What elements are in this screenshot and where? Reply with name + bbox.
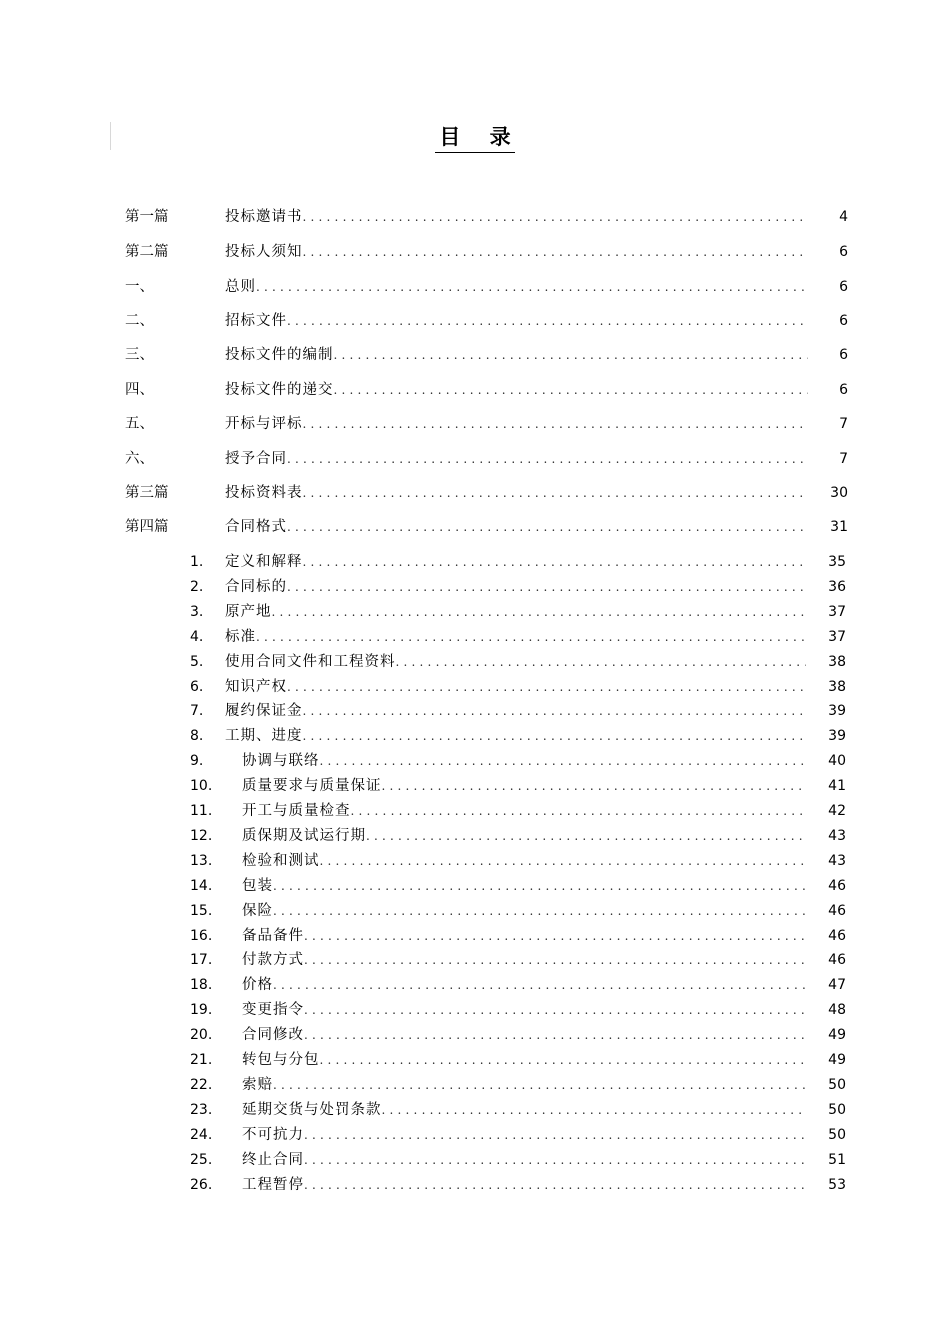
toc-entry-label: 检验和测试 (242, 852, 320, 869)
toc-entry[interactable] (0, 241, 848, 263)
toc-entry-page: 40 (828, 753, 846, 770)
dot-leader (304, 925, 806, 947)
dot-leader (303, 551, 807, 573)
toc-entry-number: 第一篇 (125, 209, 169, 225)
toc-entry-page: 6 (839, 347, 848, 363)
toc-entry-number: 7. (190, 703, 204, 720)
toc-entry-text (225, 482, 808, 504)
toc-entry[interactable] (0, 1074, 846, 1096)
toc-entry-label: 履约保证金 (225, 703, 303, 720)
dot-leader (334, 344, 809, 366)
toc-entry-text (225, 344, 808, 366)
toc-entry-number: 18. (190, 977, 213, 994)
toc-entry[interactable] (0, 1024, 846, 1046)
toc-entry-label: 合同格式 (225, 519, 287, 535)
toc-entry-number: 2. (190, 578, 204, 595)
dot-leader (351, 800, 807, 822)
toc-entry[interactable] (0, 576, 846, 598)
toc-entry-text (242, 974, 806, 996)
toc-entry[interactable] (0, 413, 848, 435)
toc-entry-label: 不可抗力 (242, 1126, 304, 1143)
toc-entry[interactable] (0, 626, 846, 648)
toc-entry-label: 付款方式 (242, 952, 304, 969)
toc-entry-text (242, 800, 806, 822)
toc-entry-label: 索赔 (242, 1076, 273, 1093)
toc-entry-label: 转包与分包 (242, 1052, 320, 1068)
toc-entry-text (225, 576, 806, 598)
toc-entry-text (225, 626, 806, 648)
toc-entry-page: 36 (828, 578, 846, 595)
toc-entry-label: 使用合同文件和工程资料 (225, 653, 396, 670)
toc-entry[interactable] (0, 1099, 846, 1121)
toc-entry-page: 53 (828, 1176, 846, 1193)
toc-entry-page: 6 (839, 382, 848, 398)
dot-leader (256, 626, 806, 648)
toc-entry-number: 15. (190, 902, 213, 919)
dot-leader (303, 413, 809, 435)
toc-entry-text (242, 875, 806, 897)
toc-entry-label: 知识产权 (225, 678, 287, 695)
toc-entry-text (242, 1174, 806, 1196)
toc-entry[interactable] (0, 775, 846, 797)
toc-entry-label: 原产地 (225, 603, 272, 620)
toc-entry-label: 延期交货与处罚条款 (242, 1101, 382, 1118)
toc-entry-text (242, 1124, 806, 1146)
dot-leader (303, 725, 807, 747)
toc-entry[interactable] (0, 1049, 846, 1071)
dot-leader (272, 601, 807, 623)
toc-entry-text (225, 676, 806, 698)
toc-entry[interactable] (0, 651, 846, 673)
dot-leader (256, 276, 808, 298)
toc-entry-page: 41 (828, 778, 846, 795)
toc-entry-label: 工期、进度 (225, 728, 303, 745)
toc-entry-page: 6 (839, 313, 848, 329)
dot-leader (273, 1074, 806, 1096)
dot-leader (320, 750, 807, 772)
toc-entry-page: 38 (828, 653, 846, 670)
toc-entry-page: 4 (839, 209, 848, 225)
toc-entry-number: 24. (190, 1126, 213, 1143)
toc-entry[interactable] (0, 999, 846, 1021)
toc-entry-text (225, 241, 808, 263)
toc-entry-number: 3. (190, 603, 204, 620)
toc-entry-number: 1. (190, 554, 204, 570)
toc-entry-page: 49 (828, 1052, 846, 1068)
toc-entry-label: 授予合同 (225, 451, 287, 467)
toc-entry[interactable] (0, 448, 848, 470)
toc-entry[interactable] (0, 750, 846, 772)
dot-leader (303, 206, 809, 228)
toc-entry[interactable] (0, 676, 846, 698)
toc-entry[interactable] (0, 516, 848, 538)
toc-entry-page: 35 (828, 554, 846, 570)
toc-entry-number: 16. (190, 927, 213, 944)
toc-entry-text (225, 206, 808, 228)
toc-entry-page: 7 (839, 451, 848, 467)
toc-entry-label: 开标与评标 (225, 416, 303, 432)
dot-leader (273, 974, 806, 996)
toc-entry-label: 合同修改 (242, 1027, 304, 1044)
dot-leader (396, 651, 807, 673)
toc-entry-page: 49 (828, 1027, 846, 1044)
toc-entry[interactable] (0, 344, 848, 366)
toc-entry-text (242, 999, 806, 1021)
toc-entry-page: 43 (828, 852, 846, 869)
toc-entry-label: 协调与联络 (242, 753, 320, 770)
toc-entry-text (242, 850, 806, 872)
toc-entry-page: 38 (828, 678, 846, 695)
dot-leader (382, 775, 807, 797)
toc-entry-number: 5. (190, 653, 204, 670)
dot-leader (304, 949, 806, 971)
toc-entry-text (225, 725, 806, 747)
toc-entry[interactable] (0, 1149, 846, 1171)
dot-leader (382, 1099, 807, 1121)
toc-entry-text (225, 601, 806, 623)
toc-entry-page: 42 (828, 803, 846, 819)
toc-entry-text (242, 925, 806, 947)
toc-entry-page: 43 (828, 827, 846, 844)
toc-entry-label: 投标文件的递交 (225, 382, 334, 398)
toc-entry-text (242, 775, 806, 797)
toc-entry-label: 合同标的 (225, 578, 287, 595)
dot-leader (304, 999, 806, 1021)
toc-entry-number: 23. (190, 1101, 213, 1118)
toc-entry[interactable] (0, 1174, 846, 1196)
toc-entry-text (242, 1049, 806, 1071)
dot-leader (304, 1024, 806, 1046)
toc-entry-text (225, 551, 806, 573)
toc-entry-label: 工程暂停 (242, 1176, 304, 1193)
toc-entry-number: 13. (190, 852, 213, 869)
toc-entry-number: 第二篇 (125, 244, 169, 260)
toc-entry-page: 51 (828, 1151, 846, 1168)
toc-entry-page: 46 (828, 877, 846, 894)
toc-entry[interactable] (0, 900, 846, 922)
toc-entry[interactable] (0, 276, 848, 298)
dot-leader (287, 448, 808, 470)
toc-entry-page: 50 (828, 1101, 846, 1118)
toc-entry-number: 17. (190, 952, 213, 969)
dot-leader (287, 310, 808, 332)
toc-entry-page: 6 (839, 279, 848, 295)
toc-entry-label: 标准 (225, 628, 256, 645)
toc-entry[interactable] (0, 379, 848, 401)
toc-entry-label: 投标资料表 (225, 485, 303, 501)
dot-leader (304, 1124, 806, 1146)
toc-entry-text (225, 379, 808, 401)
toc-entry-page: 6 (839, 244, 848, 260)
toc-entry[interactable] (0, 601, 846, 623)
toc-entry-label: 总则 (225, 279, 256, 295)
toc-entry-number: 26. (190, 1176, 213, 1193)
toc-entry-number: 22. (190, 1076, 213, 1093)
toc-entry-label: 包装 (242, 877, 273, 894)
toc-entry-page: 50 (828, 1126, 846, 1143)
toc-entry-label: 质量要求与质量保证 (242, 778, 382, 795)
dot-leader (303, 482, 809, 504)
toc-entry-text (225, 651, 806, 673)
toc-entry-page: 39 (828, 728, 846, 745)
toc-entry[interactable] (0, 800, 846, 822)
dot-leader (304, 1149, 806, 1171)
dot-leader (334, 379, 809, 401)
toc-entry-number: 六、 (125, 451, 154, 467)
toc-entry[interactable] (0, 875, 846, 897)
toc-entry-page: 37 (828, 628, 846, 645)
toc-entry-text (225, 448, 808, 470)
toc-entry-number: 4. (190, 628, 204, 645)
toc-entry-number: 四、 (125, 382, 154, 398)
toc-entry-label: 开工与质量检查 (242, 803, 351, 819)
dot-leader (273, 900, 806, 922)
toc-entry-page: 37 (828, 603, 846, 620)
toc-entry-text (242, 900, 806, 922)
toc-entry-number: 12. (190, 827, 213, 844)
toc-entry-page: 30 (830, 485, 848, 501)
toc-entry-label: 变更指令 (242, 1002, 304, 1019)
toc-entry-label: 投标邀请书 (225, 209, 303, 225)
toc-entry-number: 25. (190, 1151, 213, 1168)
toc-entry[interactable] (0, 551, 846, 573)
toc-entry[interactable] (0, 825, 846, 847)
toc-entry-text (225, 310, 808, 332)
toc-entry-page: 47 (828, 977, 846, 994)
toc-entry-number: 6. (190, 678, 204, 695)
dot-leader (273, 875, 806, 897)
toc-entry-page: 39 (828, 703, 846, 720)
dot-leader (366, 825, 806, 847)
toc-entry-text (242, 1149, 806, 1171)
toc-entry-page: 50 (828, 1076, 846, 1093)
toc-entry[interactable] (0, 310, 848, 332)
toc-entry-page: 48 (828, 1002, 846, 1019)
dot-leader (320, 1049, 807, 1071)
toc-entry-text (242, 1074, 806, 1096)
toc-entry-number: 19. (190, 1002, 213, 1019)
toc-entry-number: 11. (190, 803, 213, 819)
toc-entry-number: 9. (190, 753, 204, 770)
toc-entry-page: 46 (828, 927, 846, 944)
toc-entry-number: 一、 (125, 279, 154, 295)
toc-entry-text (242, 1099, 806, 1121)
toc-entry[interactable] (0, 206, 848, 228)
toc-entry-number: 五、 (125, 416, 154, 432)
toc-entry-number: 8. (190, 728, 204, 745)
toc-entry-number: 20. (190, 1027, 213, 1044)
toc-title-text: 目 录 (435, 124, 514, 153)
dot-leader (287, 676, 806, 698)
toc-entry-text (242, 750, 806, 772)
toc-entry-label: 保险 (242, 902, 273, 919)
toc-entry-label: 终止合同 (242, 1151, 304, 1168)
toc-entry[interactable] (0, 1124, 846, 1146)
toc-entry-text (225, 516, 808, 538)
toc-entry[interactable] (0, 850, 846, 872)
toc-entry-text (242, 949, 806, 971)
dot-leader (320, 850, 807, 872)
toc-entry-number: 第三篇 (125, 485, 169, 501)
toc-entry-number: 14. (190, 877, 213, 894)
toc-entry-text (225, 700, 806, 722)
dot-leader (287, 516, 808, 538)
toc-entry-label: 价格 (242, 977, 273, 994)
toc-entry-page: 7 (839, 416, 848, 432)
toc-entry[interactable] (0, 700, 846, 722)
dot-leader (304, 1174, 806, 1196)
toc-entry-label: 质保期及试运行期 (242, 827, 366, 844)
toc-entry[interactable] (0, 974, 846, 996)
toc-entry-text (242, 1024, 806, 1046)
toc-entry-page: 46 (828, 902, 846, 919)
toc-entry[interactable] (0, 725, 846, 747)
toc-entry-text (225, 276, 808, 298)
toc-entry-number: 10. (190, 778, 213, 795)
dot-leader (287, 576, 806, 598)
toc-entry-page: 31 (830, 519, 848, 535)
toc-entry-number: 第四篇 (125, 519, 169, 535)
toc-entry-label: 定义和解释 (225, 554, 303, 570)
toc-entry-number: 三、 (125, 347, 154, 363)
toc-entry-text (242, 825, 806, 847)
toc-entry[interactable] (0, 925, 846, 947)
toc-entry[interactable] (0, 482, 848, 504)
toc-entry[interactable] (0, 949, 846, 971)
toc-entry-label: 投标文件的编制 (225, 347, 334, 363)
toc-entry-text (225, 413, 808, 435)
toc-entry-label: 备品备件 (242, 927, 304, 944)
toc-entry-label: 招标文件 (225, 313, 287, 329)
toc-entry-label: 投标人须知 (225, 244, 303, 260)
toc-entry-number: 二、 (125, 313, 154, 329)
toc-entry-page: 46 (828, 952, 846, 969)
toc-entry-number: 21. (190, 1052, 213, 1068)
dot-leader (303, 241, 809, 263)
dot-leader (303, 700, 807, 722)
